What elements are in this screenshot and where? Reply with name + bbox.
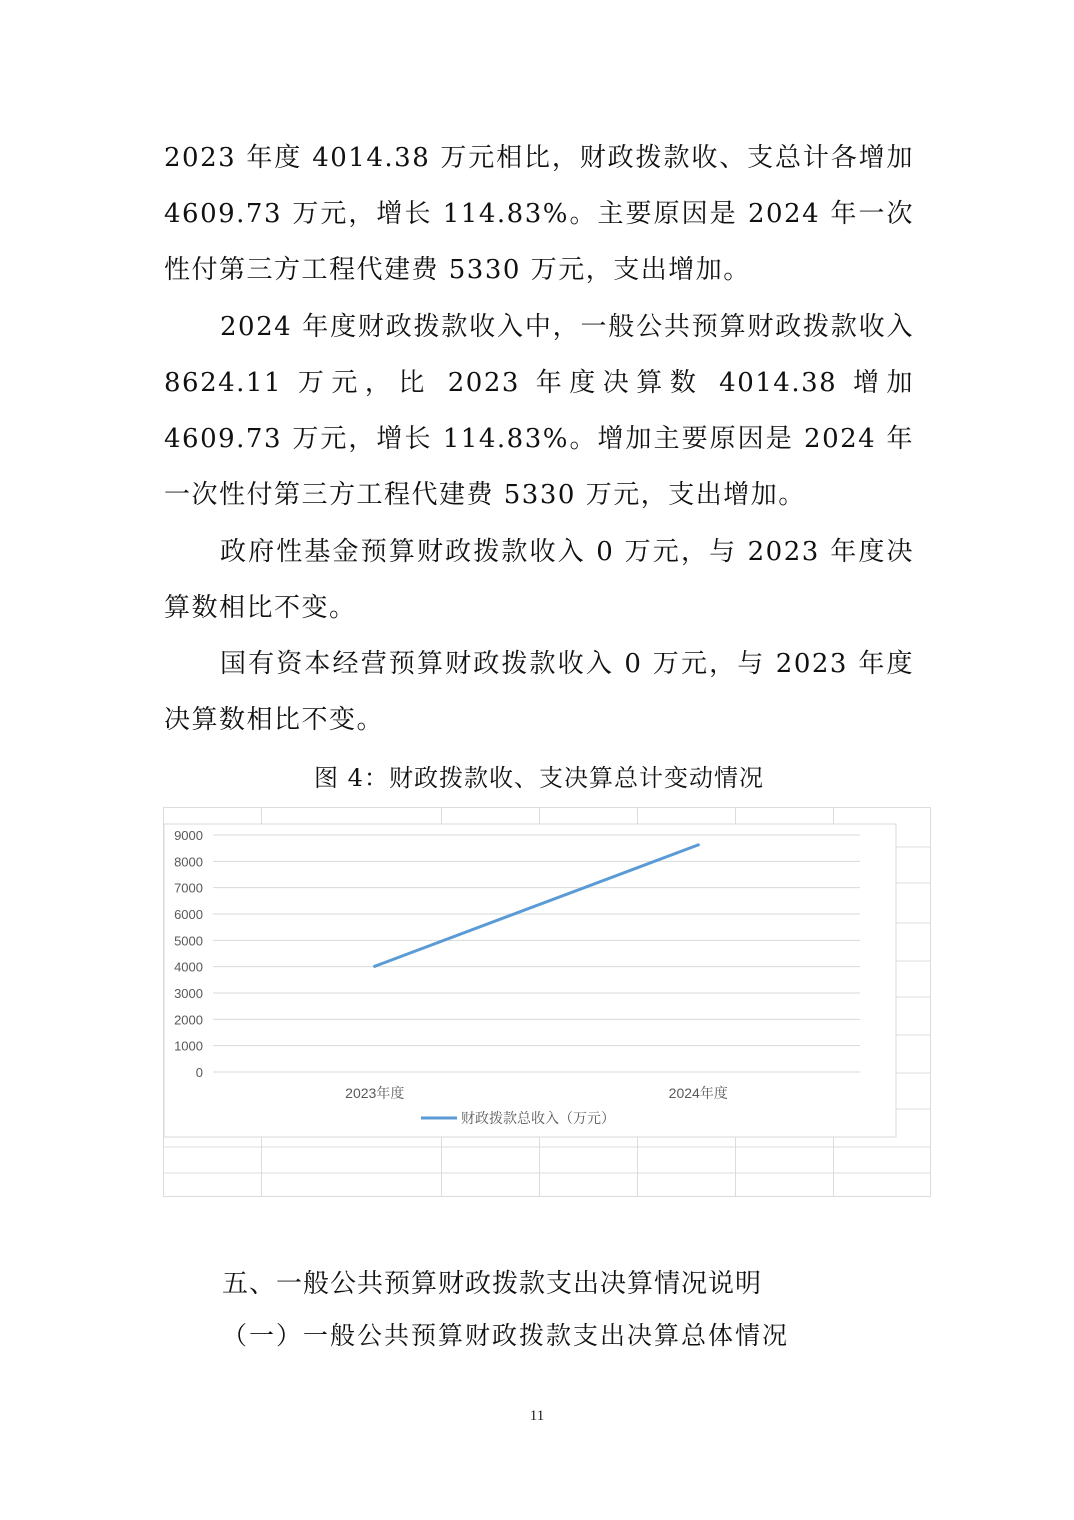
chart-area (164, 824, 896, 1137)
x-tick-label: 2024年度 (668, 1085, 728, 1101)
page-number: 11 (529, 1408, 545, 1424)
x-tick-label: 2023年度 (345, 1085, 405, 1101)
y-tick-label: 3000 (174, 986, 203, 1001)
data-point (697, 843, 700, 846)
section-heading: 五、一般公共预算财政拨款支出决算情况说明 (222, 1269, 763, 1299)
subsection-heading: （一）一般公共预算财政拨款支出决算总体情况 (222, 1321, 790, 1350)
y-tick-label: 8000 (174, 854, 203, 870)
line-chart (163, 807, 931, 1197)
y-tick-label: 6000 (174, 907, 203, 922)
y-tick-label: 9000 (174, 828, 203, 843)
paragraph-2: 2024 年度财政拨款收入中，一般公共预算财政拨款收入 8624.11 万元，比 2023 年度决算数 4014.38 增加 4609.73 万元，增长 114.83%。增加主要原因是 2024 年一次性付第三方工程代建费 5330 万元，支出增加。 (164, 312, 914, 510)
y-tick-label: 0 (195, 1065, 203, 1080)
paragraph-4: 国有资本经营预算财政拨款收入 0 万元，与 2023 年度决算数相比不变。 (164, 649, 914, 735)
data-point (373, 965, 376, 968)
legend-label: 财政拨款总收入（万元） (461, 1110, 615, 1126)
y-tick-label: 2000 (174, 1012, 203, 1028)
y-tick-label: 7000 (174, 880, 203, 896)
y-tick-label: 4000 (174, 959, 203, 975)
paragraph-3: 政府性基金预算财政拨款收入 0 万元，与 2023 年度决算数相比不变。 (164, 537, 914, 623)
y-tick-label: 5000 (174, 933, 203, 949)
figure-caption: 图 4：财政拨款收、支决算总计变动情况 (314, 764, 764, 792)
y-tick-label: 1000 (174, 1038, 203, 1054)
chart-svg (163, 807, 931, 1197)
paragraph-1: 2023 年度 4014.38 万元相比，财政拨款收、支总计各增加 4609.73 万元，增长 114.83%。主要原因是 2024 年一次性付第三方工程代建费 5330 万元，支出增加。 (164, 143, 914, 285)
